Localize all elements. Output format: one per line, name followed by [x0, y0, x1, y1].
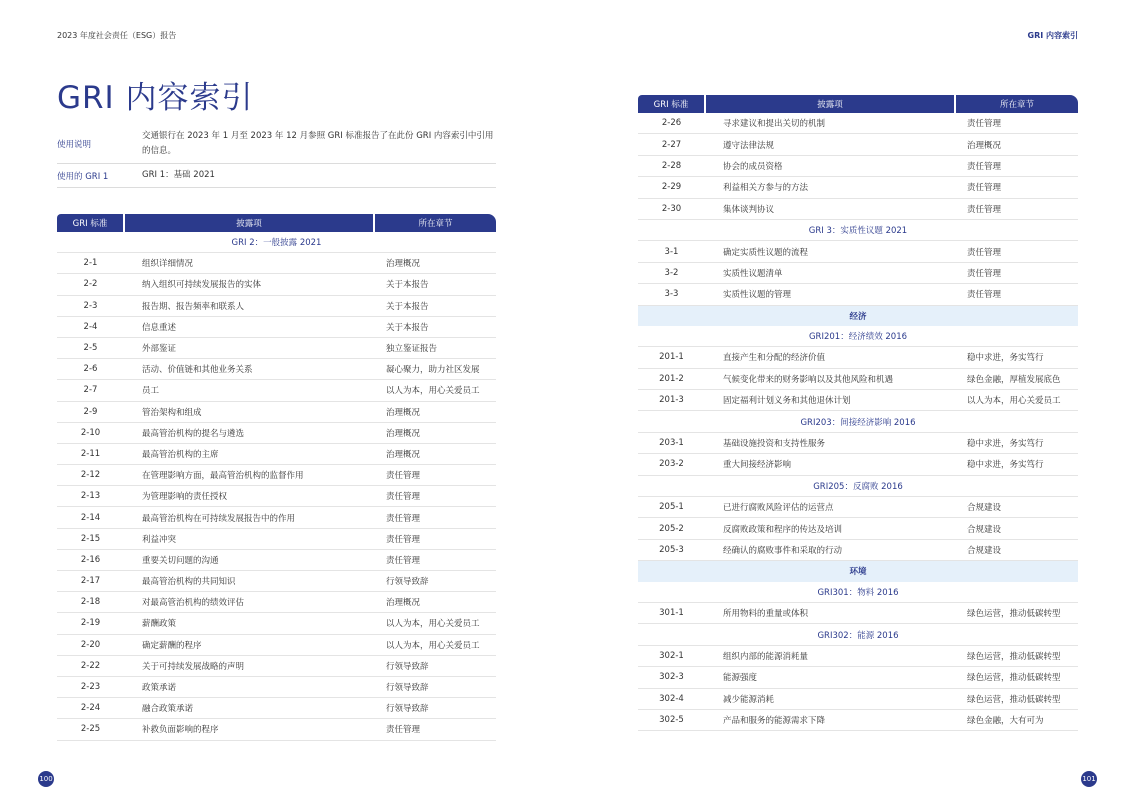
disclosure-item: 最高管治机构的主席: [124, 443, 374, 464]
disclosure-item: 报告期、报告频率和联系人: [124, 295, 374, 316]
disclosure-code: 2-28: [638, 155, 705, 176]
usage-info-table: [57, 125, 496, 188]
chapter-cell: 治理概况: [374, 443, 496, 464]
table-header-row: [57, 214, 496, 232]
disclosure-code: 302-4: [638, 688, 705, 709]
usage-key: 使用说明: [57, 140, 92, 150]
chapter-cell: 责任管理: [955, 177, 1078, 198]
chapter-cell: 稳中求进，务实笃行: [955, 347, 1078, 368]
table-row: [638, 709, 1078, 730]
disclosure-item: 减少能源消耗: [705, 688, 955, 709]
table-row: [57, 613, 496, 634]
chapter-cell: 责任管理: [374, 486, 496, 507]
section-label: GRI203：间接经济影响 2016: [638, 411, 1078, 432]
chapter-cell: 责任管理: [374, 507, 496, 528]
disclosure-code: 2-26: [638, 113, 705, 134]
disclosure-code: 2-27: [638, 134, 705, 155]
disclosure-code: 2-1: [57, 253, 124, 274]
table-row: [57, 634, 496, 655]
disclosure-code: 2-11: [57, 443, 124, 464]
disclosure-code: 2-25: [57, 719, 124, 740]
chapter-cell: 绿色运营，推动低碳转型: [955, 667, 1078, 688]
table-row: [57, 528, 496, 549]
chapter-cell: 绿色运营，推动低碳转型: [955, 688, 1078, 709]
chapter-cell: 责任管理: [955, 241, 1078, 262]
chapter-cell: 行领导致辞: [374, 655, 496, 676]
column-header-standard: GRI 标准: [57, 214, 124, 232]
table-row: [638, 241, 1078, 262]
disclosure-code: 2-23: [57, 676, 124, 697]
category-row: [638, 561, 1078, 582]
disclosure-item: 已进行腐败风险评估的运营点: [705, 497, 955, 518]
table-row: [638, 284, 1078, 305]
disclosure-code: 203-1: [638, 432, 705, 453]
disclosure-code: 2-19: [57, 613, 124, 634]
chapter-cell: 关于本报告: [374, 295, 496, 316]
chapter-cell: 责任管理: [955, 262, 1078, 283]
disclosure-code: 302-3: [638, 667, 705, 688]
chapter-cell: 责任管理: [955, 198, 1078, 219]
table-row: [638, 262, 1078, 283]
disclosure-code: 301-1: [638, 602, 705, 623]
disclosure-item: 补救负面影响的程序: [124, 719, 374, 740]
disclosure-code: 2-7: [57, 380, 124, 401]
chapter-cell: 行领导致辞: [374, 571, 496, 592]
disclosure-item: 经确认的腐败事件和采取的行动: [705, 539, 955, 560]
disclosure-item: 为管理影响的责任授权: [124, 486, 374, 507]
table-row: [57, 443, 496, 464]
table-row: [57, 316, 496, 337]
table-row: [638, 688, 1078, 709]
disclosure-item: 协会的成员资格: [705, 155, 955, 176]
disclosure-item: 员工: [124, 380, 374, 401]
table-row: [638, 134, 1078, 155]
chapter-cell: 关于本报告: [374, 274, 496, 295]
table-row: [57, 422, 496, 443]
column-header-chapter: 所在章节: [374, 214, 496, 232]
disclosure-item: 最高管治机构在可持续发展报告中的作用: [124, 507, 374, 528]
disclosure-code: 2-4: [57, 316, 124, 337]
disclosure-code: 2-12: [57, 465, 124, 486]
table-row: [57, 592, 496, 613]
chapter-cell: 独立鉴证报告: [374, 337, 496, 358]
usage-key: 使用的 GRI 1: [57, 171, 109, 182]
chapter-cell: 以人为本，用心关爱员工: [955, 390, 1078, 411]
disclosure-item: 确定薪酬的程序: [124, 634, 374, 655]
disclosure-item: 外部鉴证: [124, 337, 374, 358]
gri-index-table-right: [638, 95, 1078, 731]
disclosure-code: 2-30: [638, 198, 705, 219]
table-row: [57, 337, 496, 358]
chapter-cell: 治理概况: [374, 253, 496, 274]
disclosure-code: 2-6: [57, 359, 124, 380]
table-row: [57, 295, 496, 316]
disclosure-code: 3-3: [638, 284, 705, 305]
table-row: [638, 539, 1078, 560]
disclosure-item: 最高管治机构的共同知识: [124, 571, 374, 592]
disclosure-code: 2-5: [57, 337, 124, 358]
disclosure-item: 信息重述: [124, 316, 374, 337]
chapter-cell: 合规建设: [955, 497, 1078, 518]
disclosure-code: 201-2: [638, 368, 705, 389]
chapter-cell: 绿色运营，推动低碳转型: [955, 645, 1078, 666]
disclosure-code: 2-29: [638, 177, 705, 198]
chapter-cell: 以人为本，用心关爱员工: [374, 380, 496, 401]
usage-row: [57, 164, 496, 188]
disclosure-item: 直接产生和分配的经济价值: [705, 347, 955, 368]
table-row: [57, 465, 496, 486]
chapter-cell: 以人为本，用心关爱员工: [374, 613, 496, 634]
disclosure-code: 2-15: [57, 528, 124, 549]
section-label: GRI 3：实质性议题 2021: [638, 219, 1078, 240]
disclosure-item: 活动、价值链和其他业务关系: [124, 359, 374, 380]
disclosure-code: 3-2: [638, 262, 705, 283]
report-header-title: 2023 年度社会责任（ESG）报告: [57, 31, 177, 40]
disclosure-item: 能源强度: [705, 667, 955, 688]
chapter-cell: 治理概况: [374, 401, 496, 422]
disclosure-code: 2-3: [57, 295, 124, 316]
disclosure-item: 重大间接经济影响: [705, 454, 955, 475]
disclosure-code: 205-1: [638, 497, 705, 518]
table-row: [57, 655, 496, 676]
disclosure-code: 2-10: [57, 422, 124, 443]
disclosure-item: 利益相关方参与的方法: [705, 177, 955, 198]
table-row: [57, 380, 496, 401]
disclosure-item: 遵守法律法规: [705, 134, 955, 155]
disclosure-item: 确定实质性议题的流程: [705, 241, 955, 262]
table-row: [638, 667, 1078, 688]
disclosure-code: 2-2: [57, 274, 124, 295]
section-label: GRI301：物料 2016: [638, 582, 1078, 603]
chapter-cell: 责任管理: [374, 465, 496, 486]
column-header-standard: GRI 标准: [638, 95, 705, 113]
disclosure-item: 组织内部的能源消耗量: [705, 645, 955, 666]
disclosure-code: 201-3: [638, 390, 705, 411]
table-row: [638, 390, 1078, 411]
chapter-cell: 责任管理: [955, 284, 1078, 305]
chapter-cell: 以人为本，用心关爱员工: [374, 634, 496, 655]
chapter-cell: 合规建设: [955, 518, 1078, 539]
section-row: [57, 232, 496, 253]
disclosure-item: 在管理影响方面，最高管治机构的监督作用: [124, 465, 374, 486]
chapter-cell: 稳中求进，务实笃行: [955, 432, 1078, 453]
disclosure-code: 201-1: [638, 347, 705, 368]
chapter-cell: 责任管理: [955, 113, 1078, 134]
category-row: [638, 305, 1078, 326]
disclosure-code: 2-16: [57, 549, 124, 570]
disclosure-code: 203-2: [638, 454, 705, 475]
table-row: [57, 719, 496, 740]
table-row: [638, 518, 1078, 539]
page-number-left: 100: [38, 771, 54, 787]
disclosure-item: 反腐败政策和程序的传达及培训: [705, 518, 955, 539]
category-label: 环境: [638, 561, 1078, 582]
section-label: GRI302：能源 2016: [638, 624, 1078, 645]
disclosure-code: 302-1: [638, 645, 705, 666]
chapter-cell: 治理概况: [374, 592, 496, 613]
section-label: GRI205：反腐败 2016: [638, 475, 1078, 496]
gri-index-table-left: [57, 214, 496, 741]
disclosure-item: 组织详细情况: [124, 253, 374, 274]
chapter-cell: 责任管理: [374, 528, 496, 549]
chapter-cell: 绿色金融，厚植发展底色: [955, 368, 1078, 389]
chapter-cell: 责任管理: [955, 155, 1078, 176]
section-row: [638, 411, 1078, 432]
table-row: [638, 497, 1078, 518]
table-row: [638, 368, 1078, 389]
usage-value: 交通银行在 2023 年 1 月至 2023 年 12 月参照 GRI 标准报告了在此份 GRI 内容索引中引用的信息。: [142, 131, 494, 156]
disclosure-item: 最高管治机构的提名与遴选: [124, 422, 374, 443]
chapter-cell: 绿色运营，推动低碳转型: [955, 602, 1078, 623]
disclosure-item: 融合政策承诺: [124, 698, 374, 719]
usage-row: [57, 125, 496, 164]
section-label: GRI 2：一般披露 2021: [57, 232, 496, 253]
page-number-right: 101: [1081, 771, 1097, 787]
table-row: [638, 602, 1078, 623]
chapter-cell: 凝心聚力，助力社区发展: [374, 359, 496, 380]
column-header-chapter: 所在章节: [955, 95, 1078, 113]
column-header-disclosure: 披露项: [124, 214, 374, 232]
disclosure-code: 2-18: [57, 592, 124, 613]
table-row: [638, 177, 1078, 198]
disclosure-code: 2-14: [57, 507, 124, 528]
table-row: [57, 359, 496, 380]
section-row: [638, 475, 1078, 496]
disclosure-item: 气候变化带来的财务影响以及其他风险和机遇: [705, 368, 955, 389]
chapter-cell: 行领导致辞: [374, 698, 496, 719]
table-row: [638, 155, 1078, 176]
chapter-cell: 绿色金融，大有可为: [955, 709, 1078, 730]
table-row: [638, 347, 1078, 368]
disclosure-item: 产品和服务的能源需求下降: [705, 709, 955, 730]
chapter-cell: 责任管理: [374, 719, 496, 740]
section-row: [638, 219, 1078, 240]
disclosure-item: 实质性议题清单: [705, 262, 955, 283]
disclosure-code: 2-13: [57, 486, 124, 507]
disclosure-code: 2-24: [57, 698, 124, 719]
disclosure-code: 2-17: [57, 571, 124, 592]
section-row: [638, 624, 1078, 645]
disclosure-item: 关于可持续发展战略的声明: [124, 655, 374, 676]
table-row: [638, 432, 1078, 453]
disclosure-code: 3-1: [638, 241, 705, 262]
disclosure-item: 基础设施投资和支持性服务: [705, 432, 955, 453]
disclosure-item: 固定福利计划义务和其他退休计划: [705, 390, 955, 411]
page-title: GRI 内容索引: [57, 80, 254, 116]
chapter-cell: 治理概况: [955, 134, 1078, 155]
disclosure-code: 205-3: [638, 539, 705, 560]
disclosure-item: 薪酬政策: [124, 613, 374, 634]
disclosure-code: 2-9: [57, 401, 124, 422]
table-row: [638, 198, 1078, 219]
table-row: [57, 253, 496, 274]
table-row: [57, 274, 496, 295]
disclosure-code: 2-22: [57, 655, 124, 676]
disclosure-code: 205-2: [638, 518, 705, 539]
disclosure-item: 实质性议题的管理: [705, 284, 955, 305]
table-row: [638, 454, 1078, 475]
disclosure-item: 重要关切问题的沟通: [124, 549, 374, 570]
disclosure-item: 管治架构和组成: [124, 401, 374, 422]
category-label: 经济: [638, 305, 1078, 326]
table-row: [57, 676, 496, 697]
disclosure-item: 对最高管治机构的绩效评估: [124, 592, 374, 613]
chapter-cell: 关于本报告: [374, 316, 496, 337]
disclosure-item: 寻求建议和提出关切的机制: [705, 113, 955, 134]
table-row: [57, 507, 496, 528]
table-row: [638, 645, 1078, 666]
disclosure-item: 集体谈判协议: [705, 198, 955, 219]
disclosure-item: 利益冲突: [124, 528, 374, 549]
chapter-cell: 合规建设: [955, 539, 1078, 560]
section-header-title: GRI 内容索引: [1027, 31, 1078, 40]
column-header-disclosure: 披露项: [705, 95, 955, 113]
chapter-cell: 稳中求进，务实笃行: [955, 454, 1078, 475]
disclosure-code: 302-5: [638, 709, 705, 730]
section-row: [638, 582, 1078, 603]
chapter-cell: 行领导致辞: [374, 676, 496, 697]
section-row: [638, 326, 1078, 347]
disclosure-code: 2-20: [57, 634, 124, 655]
table-row: [638, 113, 1078, 134]
table-row: [57, 571, 496, 592]
section-label: GRI201：经济绩效 2016: [638, 326, 1078, 347]
table-row: [57, 486, 496, 507]
chapter-cell: 治理概况: [374, 422, 496, 443]
chapter-cell: 责任管理: [374, 549, 496, 570]
table-row: [57, 401, 496, 422]
usage-value: GRI 1：基础 2021: [142, 170, 215, 180]
disclosure-item: 纳入组织可持续发展报告的实体: [124, 274, 374, 295]
table-row: [57, 698, 496, 719]
disclosure-item: 所用物料的重量或体积: [705, 602, 955, 623]
table-row: [57, 549, 496, 570]
disclosure-item: 政策承诺: [124, 676, 374, 697]
table-header-row: [638, 95, 1078, 113]
